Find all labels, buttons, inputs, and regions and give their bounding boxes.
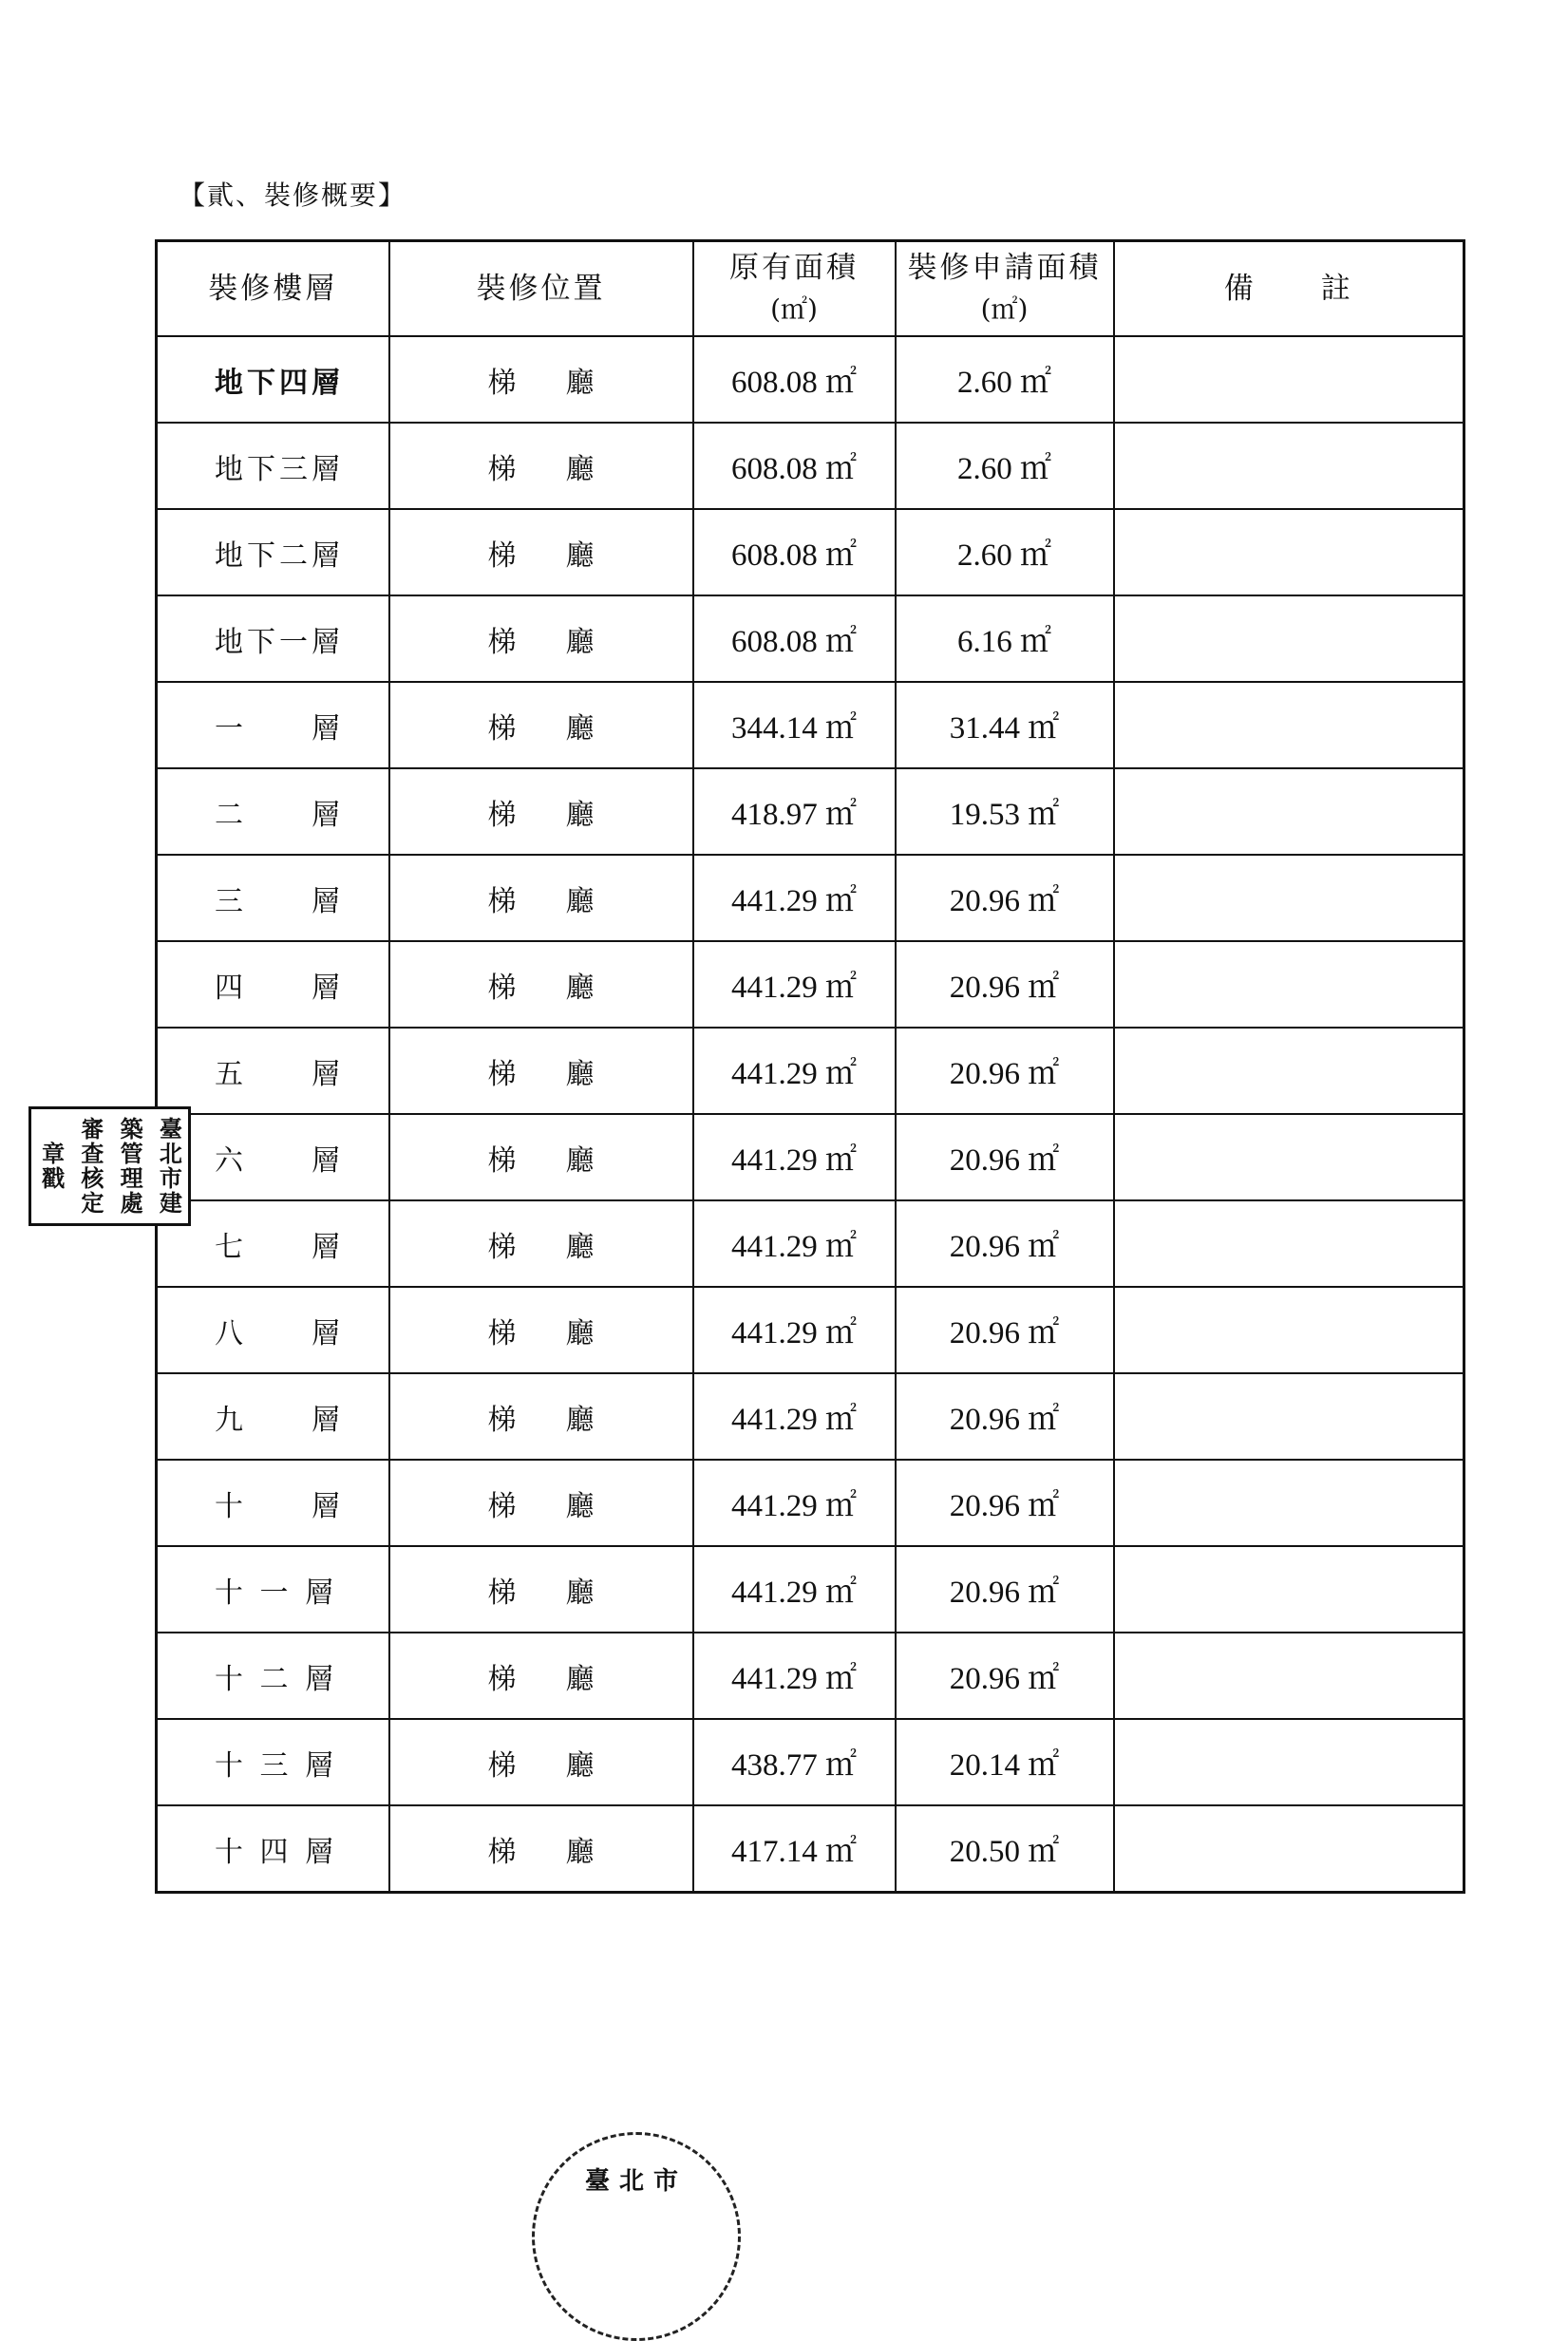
header-original-area-unit: (㎡) — [770, 293, 818, 325]
applied-area-cell: 2.60 ㎡ — [896, 423, 1114, 509]
remarks-cell — [1114, 1287, 1464, 1373]
floor-cell: 地下一層 — [157, 595, 389, 682]
stamp-text-col-4: 章戳 — [37, 1142, 65, 1191]
original-area-cell: 441.29 ㎡ — [693, 1114, 896, 1200]
applied-area-cell: 20.50 ㎡ — [896, 1805, 1114, 1893]
position-cell: 梯廳 — [389, 1805, 693, 1893]
floor-cell: 十 層 — [157, 1460, 389, 1546]
remarks-cell — [1114, 1114, 1464, 1200]
original-area-cell: 441.29 ㎡ — [693, 1200, 896, 1287]
remarks-cell — [1114, 855, 1464, 941]
applied-area-cell: 20.96 ㎡ — [896, 1633, 1114, 1719]
original-area-cell: 441.29 ㎡ — [693, 1460, 896, 1546]
original-area-cell: 344.14 ㎡ — [693, 682, 896, 768]
position-cell: 梯廳 — [389, 682, 693, 768]
applied-area-cell: 31.44 ㎡ — [896, 682, 1114, 768]
floor-cell: 地下三層 — [157, 423, 389, 509]
table-row — [157, 1200, 1464, 1287]
table-row — [157, 1805, 1464, 1893]
header-applied-area-label: 裝修申請面積 — [907, 251, 1102, 285]
header-row — [157, 241, 1464, 337]
applied-area-cell: 20.14 ㎡ — [896, 1719, 1114, 1805]
remarks-cell — [1114, 1633, 1464, 1719]
header-original-area-label: 原有面積 — [729, 251, 859, 285]
table-row — [157, 1460, 1464, 1546]
header-remarks: 備 註 — [1114, 241, 1464, 337]
applied-area-cell: 20.96 ㎡ — [896, 1373, 1114, 1460]
remarks-cell — [1114, 1200, 1464, 1287]
position-cell: 梯廳 — [389, 1460, 693, 1546]
applied-area-cell: 6.16 ㎡ — [896, 595, 1114, 682]
original-area-cell: 417.14 ㎡ — [693, 1805, 896, 1893]
original-area-cell: 608.08 ㎡ — [693, 509, 896, 595]
applied-area-cell: 19.53 ㎡ — [896, 768, 1114, 855]
table-row — [157, 336, 1464, 423]
original-area-cell: 441.29 ㎡ — [693, 1633, 896, 1719]
applied-area-cell: 2.60 ㎡ — [896, 336, 1114, 423]
position-cell: 梯廳 — [389, 336, 693, 423]
header-applied-area-unit: (㎡) — [980, 293, 1029, 325]
floor-cell: 二 層 — [157, 768, 389, 855]
position-cell: 梯廳 — [389, 941, 693, 1028]
floor-cell: 十 二 層 — [157, 1633, 389, 1719]
table-row — [157, 941, 1464, 1028]
table-row — [157, 1633, 1464, 1719]
position-cell: 梯廳 — [389, 1719, 693, 1805]
header-original-area — [693, 241, 896, 337]
table-row — [157, 1719, 1464, 1805]
renovation-summary-table — [155, 239, 1465, 1894]
remarks-cell — [1114, 1546, 1464, 1633]
section-title: 【貳、裝修概要】 — [179, 179, 407, 211]
floor-cell: 三 層 — [157, 855, 389, 941]
table-header — [157, 241, 1464, 337]
position-cell: 梯廳 — [389, 1633, 693, 1719]
applied-area-cell: 20.96 ㎡ — [896, 1546, 1114, 1633]
applied-area-cell: 20.96 ㎡ — [896, 1028, 1114, 1114]
seal-text: 臺北市 — [584, 2167, 688, 2196]
position-cell: 梯廳 — [389, 1028, 693, 1114]
position-cell: 梯廳 — [389, 1287, 693, 1373]
remarks-cell — [1114, 768, 1464, 855]
remarks-cell — [1114, 682, 1464, 768]
floor-cell: 十 三 層 — [157, 1719, 389, 1805]
floor-cell: 四 層 — [157, 941, 389, 1028]
remarks-cell — [1114, 1373, 1464, 1460]
table-row — [157, 509, 1464, 595]
remarks-cell — [1114, 1805, 1464, 1893]
remarks-cell — [1114, 595, 1464, 682]
applied-area-cell: 20.96 ㎡ — [896, 855, 1114, 941]
table-body — [157, 336, 1464, 1893]
remarks-cell — [1114, 1028, 1464, 1114]
position-cell: 梯廳 — [389, 855, 693, 941]
position-cell: 梯廳 — [389, 1546, 693, 1633]
table-row — [157, 1114, 1464, 1200]
original-area-cell: 441.29 ㎡ — [693, 941, 896, 1028]
original-area-cell: 441.29 ㎡ — [693, 1028, 896, 1114]
original-area-cell: 438.77 ㎡ — [693, 1719, 896, 1805]
remarks-cell — [1114, 941, 1464, 1028]
floor-cell: 十 一 層 — [157, 1546, 389, 1633]
original-area-cell: 441.29 ㎡ — [693, 1373, 896, 1460]
original-area-cell: 418.97 ㎡ — [693, 768, 896, 855]
table-row — [157, 1028, 1464, 1114]
original-area-cell: 608.08 ㎡ — [693, 595, 896, 682]
applied-area-cell: 20.96 ㎡ — [896, 941, 1114, 1028]
position-cell: 梯廳 — [389, 1200, 693, 1287]
position-cell: 梯廳 — [389, 1373, 693, 1460]
table-row — [157, 595, 1464, 682]
header-position: 裝修位置 — [389, 241, 693, 337]
floor-cell: 一 層 — [157, 682, 389, 768]
table-row — [157, 1287, 1464, 1373]
applied-area-cell: 2.60 ㎡ — [896, 509, 1114, 595]
applied-area-cell: 20.96 ㎡ — [896, 1114, 1114, 1200]
floor-cell: 地下四層 — [157, 336, 389, 423]
position-cell: 梯廳 — [389, 595, 693, 682]
floor-cell: 八 層 — [157, 1287, 389, 1373]
table-row — [157, 855, 1464, 941]
floor-cell: 五 層 — [157, 1028, 389, 1114]
original-area-cell: 441.29 ㎡ — [693, 855, 896, 941]
stamp-text-col-2: 築管理處 — [116, 1117, 143, 1216]
table-row — [157, 1546, 1464, 1633]
stamp-text-col-1: 臺北市建 — [155, 1117, 182, 1216]
remarks-cell — [1114, 1719, 1464, 1805]
approval-stamp — [28, 1106, 191, 1226]
remarks-cell — [1114, 1460, 1464, 1546]
table-row — [157, 768, 1464, 855]
applied-area-cell: 20.96 ㎡ — [896, 1287, 1114, 1373]
position-cell: 梯廳 — [389, 509, 693, 595]
floor-cell: 七 層 — [157, 1200, 389, 1287]
stamp-text-col-3: 審查核定 — [76, 1117, 104, 1216]
remarks-cell — [1114, 423, 1464, 509]
table-row — [157, 423, 1464, 509]
floor-cell: 地下二層 — [157, 509, 389, 595]
original-area-cell: 441.29 ㎡ — [693, 1546, 896, 1633]
table-row — [157, 1373, 1464, 1460]
original-area-cell: 441.29 ㎡ — [693, 1287, 896, 1373]
official-seal — [532, 2132, 741, 2341]
header-floor: 裝修樓層 — [157, 241, 389, 337]
original-area-cell: 608.08 ㎡ — [693, 423, 896, 509]
floor-cell: 十 四 層 — [157, 1805, 389, 1893]
position-cell: 梯廳 — [389, 1114, 693, 1200]
remarks-cell — [1114, 509, 1464, 595]
applied-area-cell: 20.96 ㎡ — [896, 1460, 1114, 1546]
header-applied-area — [896, 241, 1114, 337]
position-cell: 梯廳 — [389, 423, 693, 509]
remarks-cell — [1114, 336, 1464, 423]
position-cell: 梯廳 — [389, 768, 693, 855]
floor-cell: 六 層 — [157, 1114, 389, 1200]
floor-cell: 九 層 — [157, 1373, 389, 1460]
table-row — [157, 682, 1464, 768]
applied-area-cell: 20.96 ㎡ — [896, 1200, 1114, 1287]
original-area-cell: 608.08 ㎡ — [693, 336, 896, 423]
